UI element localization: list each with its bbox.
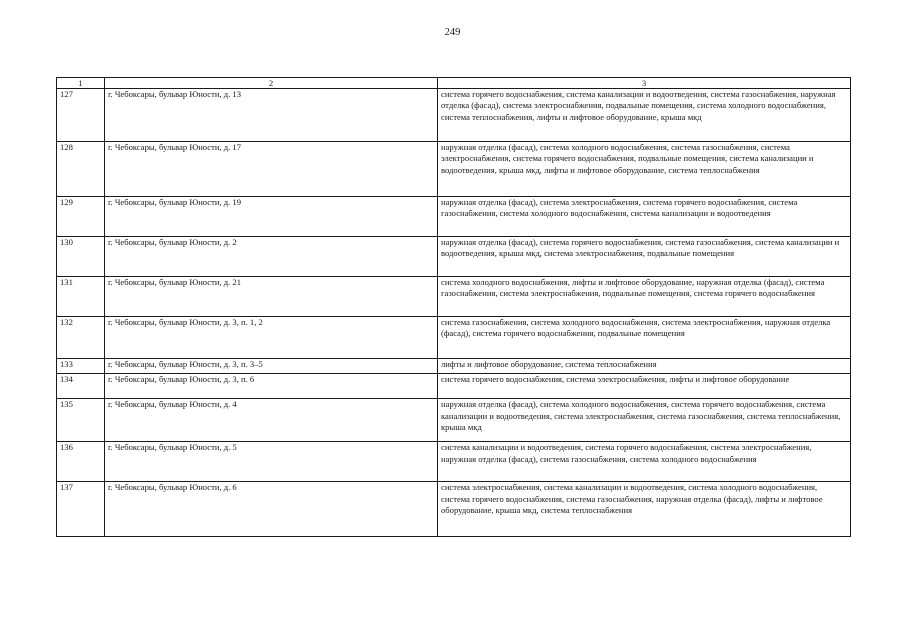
row-number-cell: 137: [57, 482, 105, 537]
column-header-2: 2: [105, 78, 438, 89]
table-row: [57, 317, 851, 359]
row-number-cell: 136: [57, 442, 105, 482]
works-cell: наружная отделка (фасад), система холодного водоснабжения, система газоснабжения, система электроснабжения, система горячего водоснабжения, подвальные помещения, система канализации и водоотведения, крыша мкд, лифты и лифтовое оборудование, система теплоснабжения: [438, 142, 851, 197]
address-cell: г. Чебоксары, бульвар Юности, д. 19: [105, 197, 438, 237]
works-cell: система электроснабжения, система канализации и водоотведения, система холодного водоснабжения, система горячего водоснабжения, система газоснабжения, наружная отделка (фасад), лифты и лифтовое оборудование, крыша мкд, система теплоснабжения: [438, 482, 851, 537]
address-cell: г. Чебоксары, бульвар Юности, д. 3, п. 6: [105, 374, 438, 399]
address-cell: г. Чебоксары, бульвар Юности, д. 13: [105, 89, 438, 142]
table-row: [57, 359, 851, 374]
row-number-cell: 135: [57, 399, 105, 442]
row-number-cell: 129: [57, 197, 105, 237]
table-body: [57, 89, 851, 537]
page-number: 249: [444, 27, 461, 38]
table-row: [57, 374, 851, 399]
table-row: [57, 277, 851, 317]
address-cell: г. Чебоксары, бульвар Юности, д. 6: [105, 482, 438, 537]
table-row: [57, 142, 851, 197]
address-cell: г. Чебоксары, бульвар Юности, д. 21: [105, 277, 438, 317]
address-cell: г. Чебоксары, бульвар Юности, д. 3, п. 1, 2: [105, 317, 438, 359]
address-works-table: [56, 77, 851, 537]
row-number-cell: 132: [57, 317, 105, 359]
row-number-cell: 131: [57, 277, 105, 317]
table-row: [57, 399, 851, 442]
table-row: [57, 197, 851, 237]
works-cell: наружная отделка (фасад), система горячего водоснабжения, система газоснабжения, система канализации и водоотведения, крыша мкд, система электроснабжения, подвальные помещения: [438, 237, 851, 277]
works-cell: наружная отделка (фасад), система холодного водоснабжения, система горячего водоснабжения, система канализации и водоотведения, система электроснабжения, система газоснабжения, система теплоснабжения, крыша мкд: [438, 399, 851, 442]
table-row: [57, 89, 851, 142]
address-cell: г. Чебоксары, бульвар Юности, д. 4: [105, 399, 438, 442]
works-cell: система горячего водоснабжения, система канализации и водоотведения, система газоснабжения, наружная отделка (фасад), система электроснабжения, подвальные помещения, система холодного водоснабжения, система теплоснабжения, лифты и лифтовое оборудование, крыша мкд: [438, 89, 851, 142]
works-cell: система горячего водоснабжения, система электроснабжения, лифты и лифтовое оборудование: [438, 374, 851, 399]
works-cell: наружная отделка (фасад), система электроснабжения, система горячего водоснабжения, система газоснабжения, система холодного водоснабжения, система канализации и водоотведения: [438, 197, 851, 237]
works-cell: лифты и лифтовое оборудование, система теплоснабжения: [438, 359, 851, 374]
works-cell: система канализации и водоотведения, система горячего водоснабжения, система электроснабжения, наружная отделка (фасад), система газоснабжения, система холодного водоснабжения: [438, 442, 851, 482]
works-cell: система холодного водоснабжения, лифты и лифтовое оборудование, наружная отделка (фасад), система газоснабжения, система электроснабжения, подвальные помещения, система горячего водоснабжения: [438, 277, 851, 317]
table-row: [57, 482, 851, 537]
row-number-cell: 127: [57, 89, 105, 142]
table-row: [57, 237, 851, 277]
table-row: [57, 442, 851, 482]
works-cell: система газоснабжения, система холодного водоснабжения, система электроснабжения, наружная отделка (фасад), система горячего водоснабжения, подвальные помещения: [438, 317, 851, 359]
address-cell: г. Чебоксары, бульвар Юности, д. 2: [105, 237, 438, 277]
row-number-cell: 134: [57, 374, 105, 399]
row-number-cell: 130: [57, 237, 105, 277]
address-cell: г. Чебоксары, бульвар Юности, д. 3, п. 3–5: [105, 359, 438, 374]
column-header-3: 3: [438, 78, 851, 89]
table-header-row: [57, 78, 851, 89]
column-header-1: 1: [57, 78, 105, 89]
address-cell: г. Чебоксары, бульвар Юности, д. 17: [105, 142, 438, 197]
row-number-cell: 128: [57, 142, 105, 197]
row-number-cell: 133: [57, 359, 105, 374]
address-cell: г. Чебоксары, бульвар Юности, д. 5: [105, 442, 438, 482]
